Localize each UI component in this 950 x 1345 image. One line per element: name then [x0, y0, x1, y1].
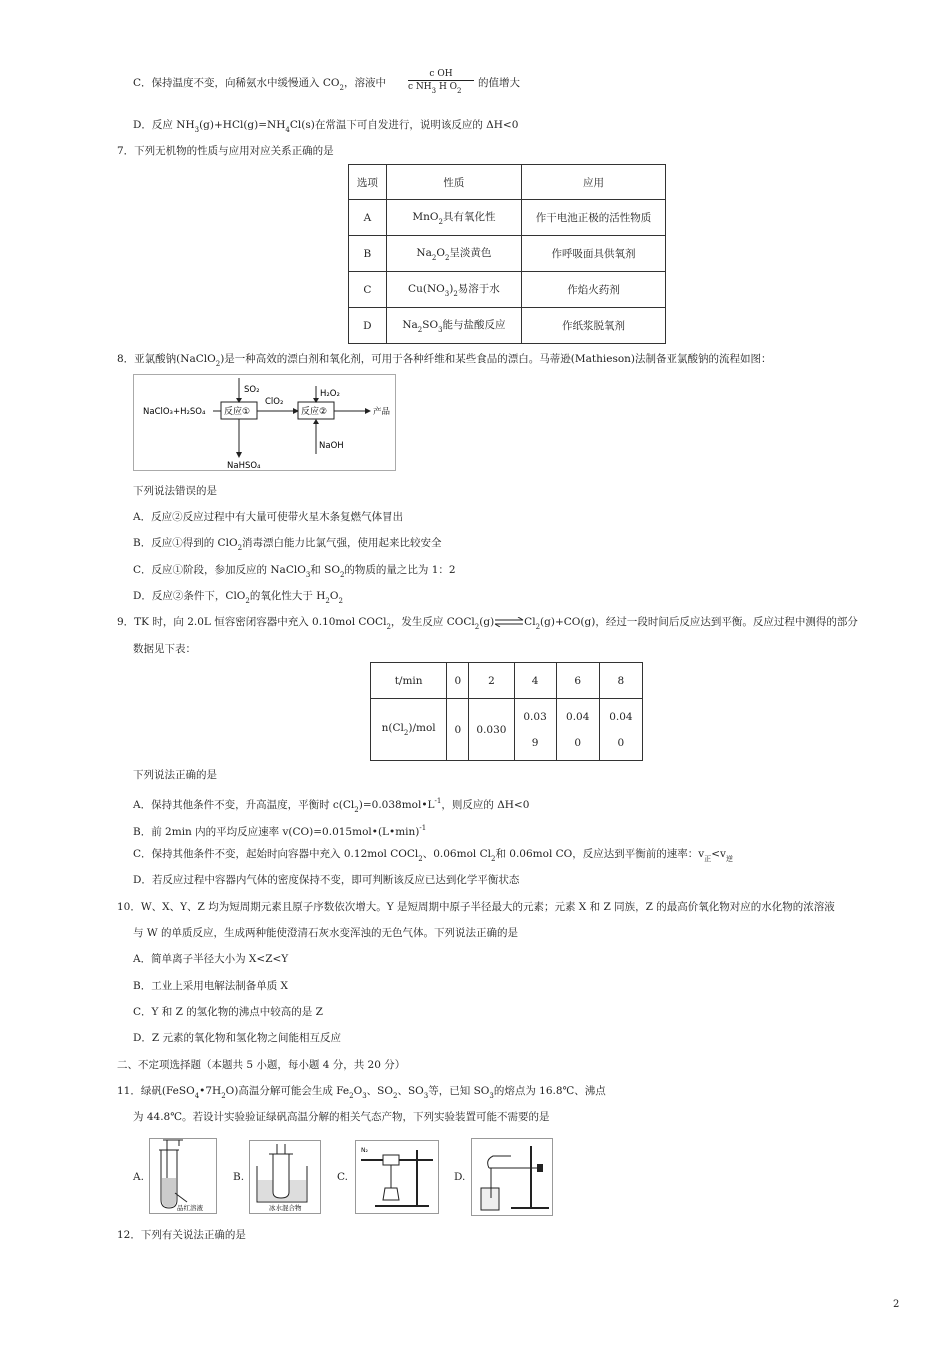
table-row: C $Cu(NO_3)_2$易溶于水 作焰火药剂 — [349, 272, 666, 308]
apparatus-c-label: N₂ — [361, 1147, 368, 1154]
q10-option-c: C．Y 和 Z 的氢化物的沸点中较高的是 Z — [133, 1006, 323, 1018]
page-number: 2 — [893, 1299, 900, 1310]
equilibrium-arrow-icon — [494, 617, 524, 627]
table-row: B $Na_2O_2$呈淡黄色 作呼吸面具供氧剂 — [349, 236, 666, 272]
q11-line2: 为 44.8℃。若设计实验验证绿矾高温分解的相关气态产物，下列实验装置可能不需要的是 — [133, 1111, 550, 1123]
q9-table — [370, 662, 643, 761]
q10-line1: 10．W、X、Y、Z 均为短周期元素且原子序数依次增大。Y 是短周期中原子半径最大的元素；元素 X 和 Z 同族，Z 的最高价氧化物对应的水化物的浓溶液 — [117, 901, 835, 913]
apparatus-a-test-tube-icon — [149, 1138, 217, 1214]
apparatus-b-ice-bath-icon — [249, 1140, 321, 1214]
table-row: A MnO$_2$具有氧化性 作干电池正极的活性物质 — [349, 200, 666, 236]
section-2-title: 二、不定项选择题（本题共 5 小题，每小题 4 分，共 20 分） — [117, 1059, 406, 1071]
q11-option-c-label: C. — [337, 1171, 348, 1183]
table-row: t/min 0 2 4 6 8 — [371, 663, 643, 699]
q8-stem: 8．亚氯酸钠(NaClO$_2$)是一种高效的漂白剂和氧化剂，可用于各种纤维和某些食品的漂白。马蒂逊(Mathieson)法制备亚氯酸钠的流程如图： — [117, 353, 772, 368]
q12-stem: 12．下列有关说法正确的是 — [117, 1229, 246, 1241]
q9-option-b: B．前 2min 内的平均反应速率 v(CO)=0.015mol•(L•min)$^{-1}$ — [133, 824, 427, 838]
q9-option-a: A．保持其他条件不变，升高温度，平衡时 $c(Cl_2)=0.038mol•L^{-1}$，则反应的 ΔH<0 — [133, 797, 530, 814]
q6-option-d: D．反应 $NH_3(g)+HCl(g)=NH_4Cl(s)$在常温下可自发进行，说明该反应的 ΔH<0 — [133, 119, 519, 134]
q7-header-property: 性质 — [386, 165, 521, 200]
q10-option-b: B．工业上采用电解法制备单质 X — [133, 980, 289, 992]
q8-option-d: D．反应②条件下，ClO$_2$的氧化性大于 $H_2O_2$ — [133, 590, 343, 605]
q7-header-option: 选项 — [349, 165, 387, 200]
apparatus-d-stand-icon — [471, 1138, 553, 1216]
clo2-label: ClO₂ — [265, 397, 284, 407]
q6-option-c-tail: 的值增大 — [478, 77, 520, 89]
q9-line1: 9．TK 时，向 2.0L 恒容密闭容器中充入 0.10mol COCl$_2$，发生反应 COCl$_2$(g) $Cl_2(g)+CO(g)$，经过一段时间后反应达到平衡。反应过程中测得的部分 — [117, 616, 858, 631]
q9-option-d: D．若反应过程中容器内气体的密度保持不变，即可判断该反应已达到化学平衡状态 — [133, 874, 520, 886]
q8-ask: 下列说法错误的是 — [133, 485, 217, 497]
diagram-input: NaClO₃+H₂SO₄ — [143, 407, 206, 417]
q7-header-application: 应用 — [522, 165, 666, 200]
q8-option-c: C．反应①阶段，参加反应的 NaClO$_3$和 $SO_2$的物质的量之比为 1：2 — [133, 564, 456, 579]
so2-label: SO₂ — [244, 385, 260, 395]
q8-option-b: B．反应①得到的 ClO$_2$消毒漂白能力比氯气强，使用起来比较安全 — [133, 537, 442, 552]
h2o2-label: H₂O₂ — [320, 389, 340, 399]
q10-line2: 与 W 的单质反应，生成两种能使澄清石灰水变浑浊的无色气体。下列说法正确的是 — [133, 927, 518, 939]
q8-flow-diagram — [133, 374, 396, 471]
nahso4-label: NaHSO₄ — [227, 461, 261, 471]
apparatus-a-label: 品红溶液 — [177, 1204, 203, 1212]
q9-line2: 数据见下表： — [133, 643, 196, 655]
reaction-1-label: 反应① — [224, 407, 251, 417]
reaction-2-label: 反应② — [301, 407, 328, 417]
product-label: 产品 — [373, 407, 391, 417]
q6-option-c: C．保持温度不变，向稀氨水中缓慢通入 $CO_2$，溶液中 — [133, 77, 386, 92]
q10-option-a: A．简单离子半径大小为 X<Z<Y — [133, 953, 289, 965]
q7-stem: 7．下列无机物的性质与应用对应关系正确的是 — [117, 145, 334, 157]
q8-option-a: A．反应②反应过程中有大量可使带火星木条复燃气体冒出 — [133, 511, 404, 523]
apparatus-b-label: 冰水混合物 — [269, 1204, 302, 1212]
naoh-label: NaOH — [319, 441, 344, 451]
q11-option-a-label: A. — [133, 1171, 144, 1183]
q10-option-d: D．Z 元素的氧化物和氢化物之间能相互反应 — [133, 1032, 342, 1044]
table-row: D $Na_2SO_3$能与盐酸反应 作纸浆脱氧剂 — [349, 308, 666, 344]
q9-ask: 下列说法正确的是 — [133, 769, 217, 781]
q11-line1: 11．绿矾$(FeSO_4•7H_2O)$高温分解可能会生成 $Fe_2O_3$、$SO_2$、$SO_3$等，已知 $SO_3$的熔点为 16.8℃、沸点 — [117, 1085, 606, 1100]
q9-option-c: C．保持其他条件不变，起始时向容器中充入 0.12mol COCl$_2$、0.06mol $Cl_2$和 0.06mol CO，反应达到平衡前的速率：$v_正<v_逆$ — [133, 848, 733, 863]
table-row: $n(Cl_2)$/mol 0 0.030 0.03 9 0.04 0 0.04 0 — [371, 699, 643, 761]
q6-fraction: c OH c $NH_3$ H $O_2$ — [408, 68, 474, 97]
q11-option-d-label: D. — [454, 1171, 466, 1183]
q11-option-b-label: B. — [233, 1171, 245, 1183]
apparatus-c-heating-tube-icon — [355, 1140, 439, 1214]
q7-table — [348, 164, 666, 344]
